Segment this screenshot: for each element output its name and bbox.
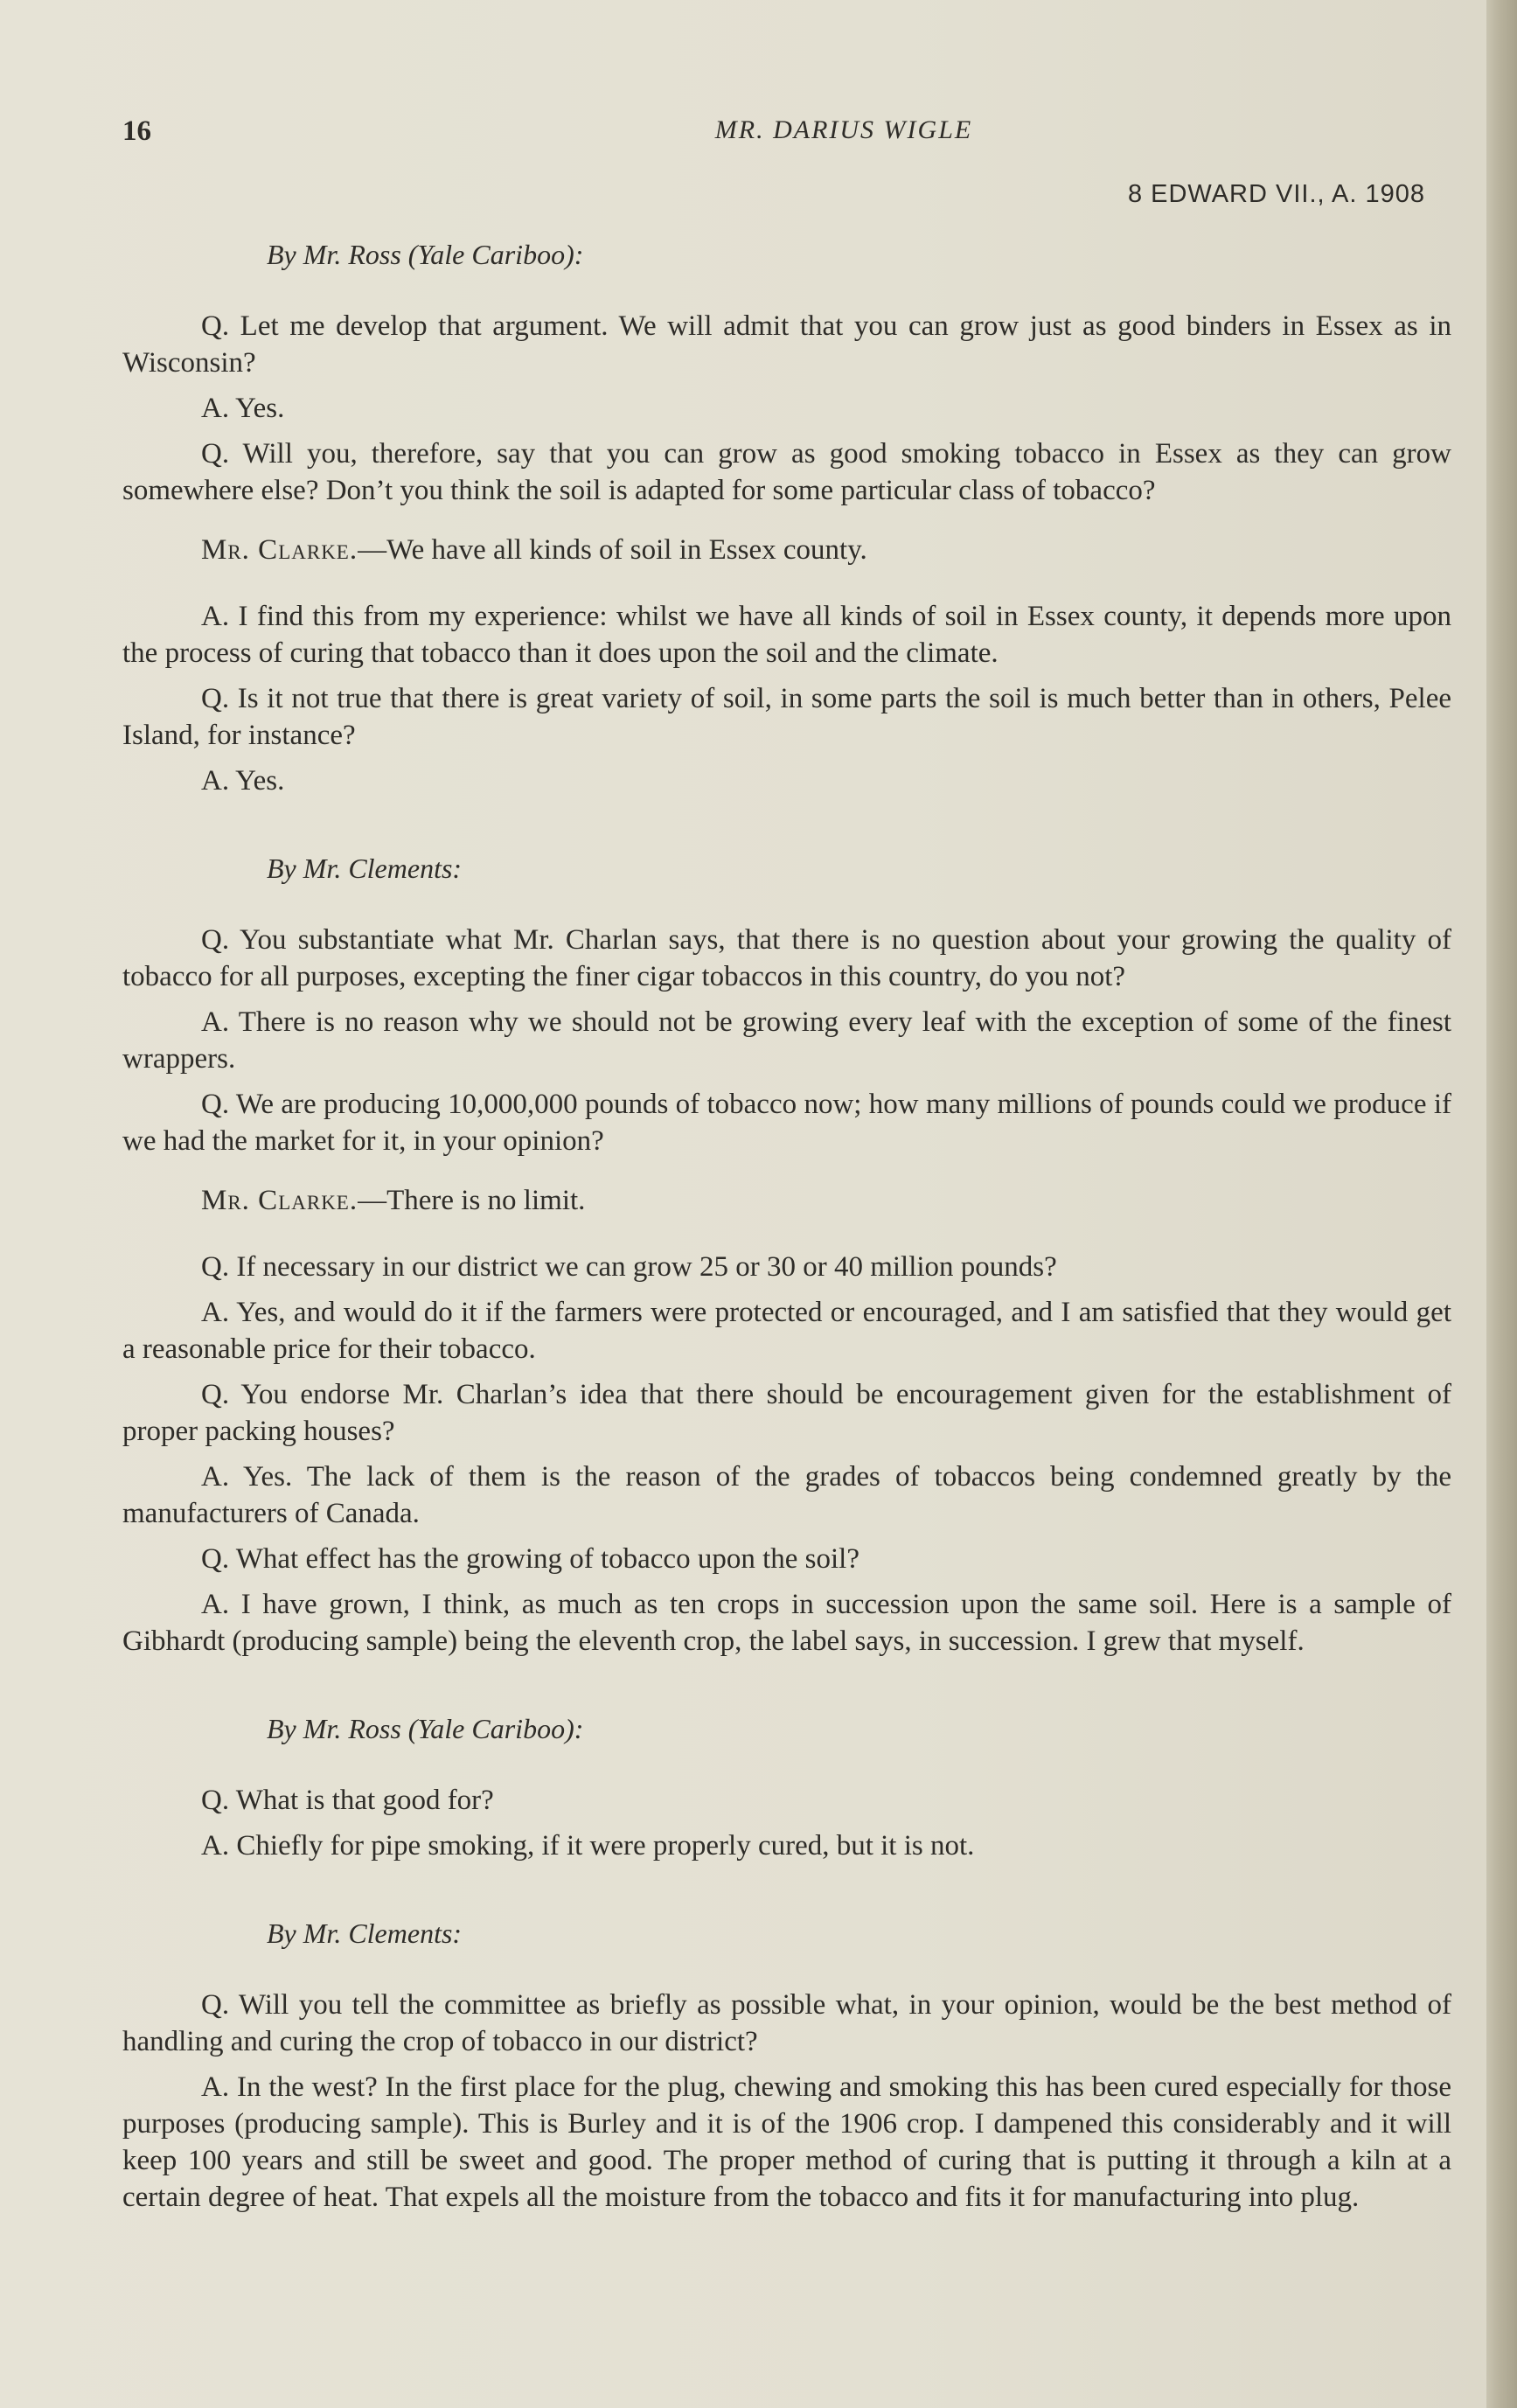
examiner-heading: By Mr. Clements: bbox=[267, 853, 463, 884]
page-number: 16 bbox=[122, 115, 151, 147]
running-title: MR. DARIUS WIGLE bbox=[714, 115, 973, 144]
answer-paragraph: A. Chiefly for pipe smoking, if it were properly cured, but it is not. bbox=[201, 1830, 975, 1862]
session-year-line: 8 EDWARD VII., A. 1908 bbox=[1127, 180, 1425, 208]
question-paragraph: Q. Let me develop that argument. We will admit that you can grow just as good binders in Essex as in Wisconsin? bbox=[122, 310, 1451, 379]
question-paragraph: Q. What is that good for? bbox=[201, 1785, 494, 1816]
answer-paragraph: A. Yes. The lack of them is the reason of the grades of tobaccos being condemned greatly by the manufacturers of Canada. bbox=[122, 1461, 1451, 1529]
remark-paragraph bbox=[122, 1182, 1451, 1219]
remark-speaker: Mr. Clarke. bbox=[201, 534, 358, 566]
question-paragraph: Q. Is it not true that there is great variety of soil, in some parts the soil is much better than in others, Pelee Island, for instance? bbox=[122, 683, 1451, 751]
page-binding-edge bbox=[1486, 0, 1517, 2408]
answer-paragraph: A. Yes, and would do it if the farmers were protected or encouraged, and I am satisfied that they would get a reasonable price for their tobacco. bbox=[122, 1297, 1451, 1365]
question-paragraph: Q. We are producing 10,000,000 pounds of tobacco now; how many millions of pounds could we produce if we had the market for it, in your opinion? bbox=[122, 1089, 1451, 1157]
answer-paragraph: A. There is no reason why we should not be growing every leaf with the exception of some of the finest wrappers. bbox=[122, 1006, 1451, 1075]
answer-paragraph: A. Yes. bbox=[201, 393, 285, 424]
question-paragraph: Q. If necessary in our district we can grow 25 or 30 or 40 million pounds? bbox=[201, 1251, 1057, 1283]
transcript-body bbox=[122, 229, 1451, 2224]
question-paragraph: Q. Will you, therefore, say that you can grow as good smoking tobacco in Essex as they can grow somewhere else? Don’t you think the soil is adapted for some particular class of tobacco? bbox=[122, 438, 1451, 506]
examiner-heading: By Mr. Ross (Yale Cariboo): bbox=[267, 1713, 584, 1744]
remark-paragraph bbox=[122, 532, 1451, 568]
answer-paragraph: A. Yes. bbox=[201, 765, 285, 797]
question-paragraph: Q. What effect has the growing of tobacco upon the soil? bbox=[201, 1543, 859, 1575]
question-paragraph: Q. You endorse Mr. Charlan’s idea that there should be encouragement given for the establishment of proper packing houses? bbox=[122, 1379, 1451, 1447]
remark-text: —There is no limit. bbox=[358, 1185, 586, 1216]
section-gap bbox=[122, 808, 1451, 843]
question-paragraph: Q. Will you tell the committee as briefly as possible what, in your opinion, would be the best method of handling and curing the crop of tobacco in our district? bbox=[122, 1989, 1451, 2057]
answer-paragraph: A. I have grown, I think, as much as ten crops in succession upon the same soil. Here is a sample of Gibhardt (producing sample) being the eleventh crop, the label says, in succession. I grew that myself. bbox=[122, 1589, 1451, 1657]
question-paragraph: Q. You substantiate what Mr. Charlan says, that there is no question about your growing the quality of tobacco for all purposes, excepting the finer cigar tobaccos in this country, do you not? bbox=[122, 924, 1451, 992]
answer-paragraph: A. In the west? In the first place for the plug, chewing and smoking this has been cured especially for those purposes (producing sample). This is Burley and it is of the 1906 crop. I dampened this considerably and it will keep 100 years and still be sweet and good. The proper method of curing that is putting it through a kiln at a certain degree of heat. That expels all the moisture from the tobacco and fits it for manufacturing into plug. bbox=[122, 2071, 1451, 2213]
examiner-heading: By Mr. Clements: bbox=[267, 1917, 463, 1949]
answer-paragraph: A. I find this from my experience: whilst we have all kinds of soil in Essex county, it depends more upon the process of curing that tobacco than it does upon the soil and the climate. bbox=[122, 601, 1451, 669]
section-gap bbox=[122, 1873, 1451, 1908]
examiner-heading: By Mr. Ross (Yale Cariboo): bbox=[267, 239, 584, 270]
remark-speaker: Mr. Clarke. bbox=[201, 1185, 358, 1216]
page-header bbox=[122, 115, 1460, 159]
section-gap bbox=[122, 1668, 1451, 1703]
remark-text: —We have all kinds of soil in Essex county. bbox=[358, 534, 867, 566]
